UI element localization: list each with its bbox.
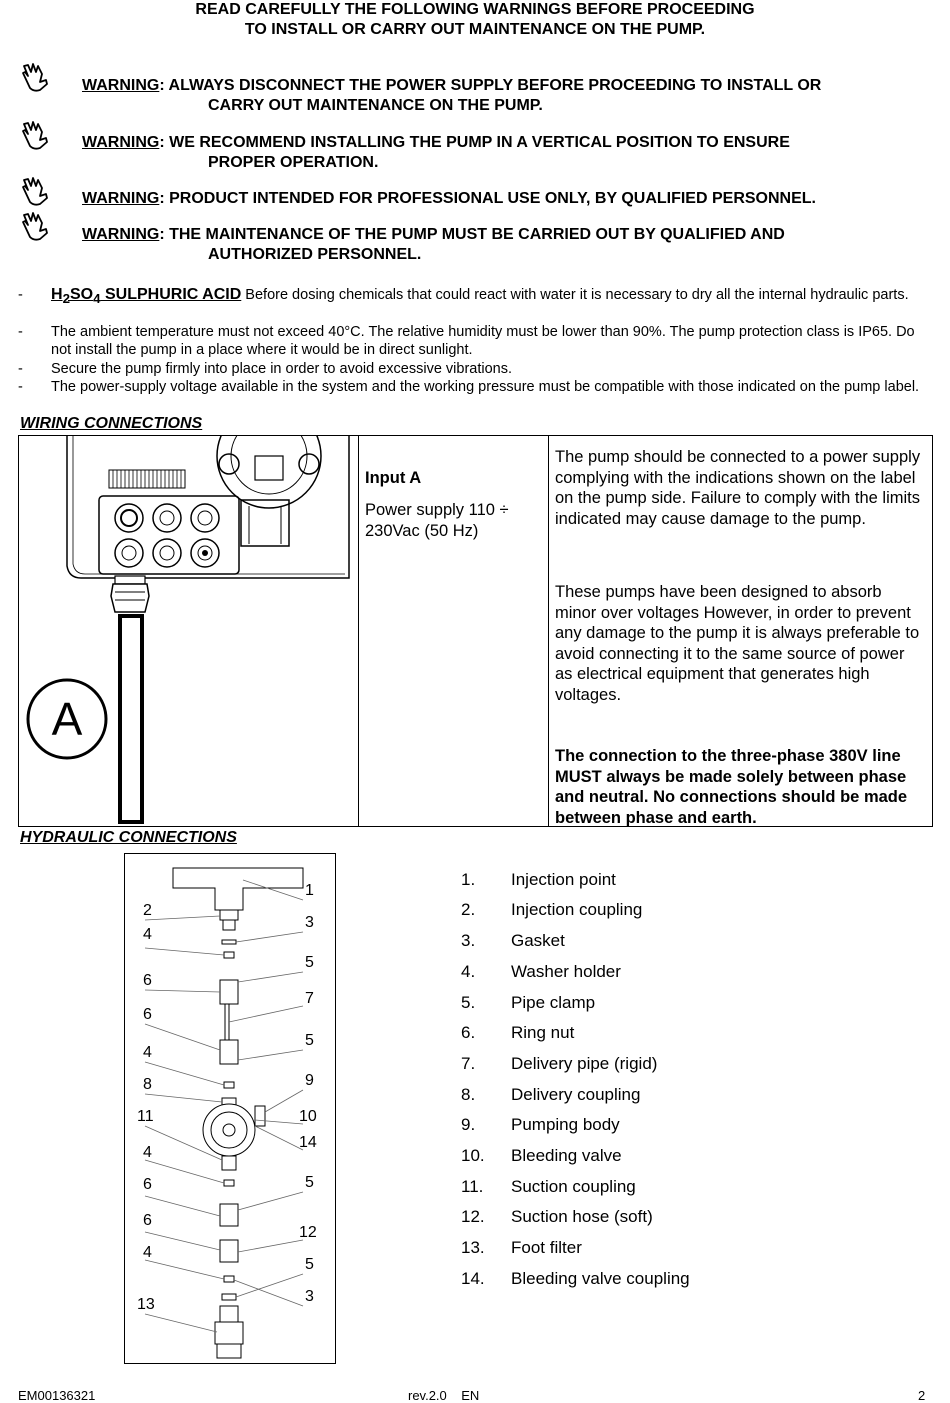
- part-label: Washer holder: [511, 962, 621, 981]
- acid-so: SO: [69, 286, 94, 303]
- callout: 7: [305, 990, 314, 1007]
- part-item: [461, 1146, 622, 1166]
- connector-a-label: A: [51, 693, 83, 745]
- part-item: [461, 1054, 657, 1074]
- footer-page-number: 2: [918, 1388, 926, 1403]
- callout: 3: [305, 914, 314, 931]
- warning-label: WARNING: [82, 226, 160, 243]
- page-title-line-1: READ CAREFULLY THE FOLLOWING WARNINGS BEFORE PROCEEDING: [195, 1, 755, 18]
- bullet-dash: -: [18, 361, 23, 377]
- bullet-text: The power-supply voltage available in the system and the working pressure must be compatible with those indicated on the pump label.: [51, 379, 920, 395]
- part-label: Ring nut: [511, 1023, 575, 1042]
- hydraulic-diagram: [124, 853, 336, 1364]
- wiring-para-1: The pump should be connected to a power supply complying with the indications shown on the label on the pump side. Failure to comply with the limits indicated may cause damage to the pump.: [555, 448, 921, 528]
- part-item: [461, 870, 616, 890]
- hydraulic-connections-title: HYDRAULIC CONNECTIONS: [20, 829, 237, 846]
- part-number: 8.: [461, 1085, 476, 1104]
- acid-sub2: 4: [93, 291, 101, 307]
- wiring-para-2: These pumps have been designed to absorb minor over voltages However, in order to prevent any damage to the pump it is always preferable to avoid connecting it to the same source of power as electrical equipment that generates high voltages.: [555, 583, 920, 704]
- callout: 5: [305, 954, 314, 971]
- callout: 5: [305, 1032, 314, 1049]
- warning-4: [82, 225, 928, 265]
- callout: 2: [143, 902, 152, 919]
- callout: 6: [143, 1006, 152, 1023]
- warning-text-cont: AUTHORIZED PERSONNEL.: [208, 246, 422, 263]
- part-number: 1.: [461, 870, 476, 889]
- part-label: Suction hose (soft): [511, 1207, 653, 1226]
- callout: 4: [143, 1144, 152, 1161]
- part-item: [461, 1269, 690, 1289]
- wiring-para-3: The connection to the three-phase 380V line MUST always be made solely between phase and neutral. No connections should be made between phase and earth.: [555, 747, 908, 827]
- part-label: Pipe clamp: [511, 993, 596, 1012]
- callout: 4: [143, 1244, 152, 1261]
- bullet-voltage: [18, 378, 928, 396]
- table-divider: [358, 436, 359, 826]
- part-number: 11.: [461, 1177, 484, 1196]
- warning-hand-icon: [20, 120, 50, 152]
- page-title-line-2: TO INSTALL OR CARRY OUT MAINTENANCE ON THE PUMP.: [244, 21, 706, 38]
- warning-text: : ALWAYS DISCONNECT THE POWER SUPPLY BEFORE PROCEEDING TO INSTALL OR: [159, 77, 822, 94]
- callout: 6: [143, 972, 152, 989]
- callout: 4: [143, 926, 152, 943]
- callout: 10: [299, 1108, 317, 1125]
- part-number: 2.: [461, 900, 476, 919]
- callout: 12: [299, 1224, 317, 1241]
- acid-sub1: 2: [62, 291, 70, 307]
- part-number: 9.: [461, 1115, 476, 1134]
- part-label: Delivery coupling: [511, 1085, 641, 1104]
- warning-label: WARNING: [82, 190, 160, 207]
- callout: 6: [143, 1212, 152, 1229]
- part-label: Gasket: [511, 931, 565, 950]
- part-item: [461, 1115, 620, 1135]
- warning-hand-icon: [20, 176, 50, 208]
- callout: 1: [305, 882, 314, 899]
- part-number: 3.: [461, 931, 476, 950]
- callout: 5: [305, 1174, 314, 1191]
- part-label: Pumping body: [511, 1115, 620, 1134]
- part-number: 6.: [461, 1023, 476, 1042]
- wiring-table: [18, 435, 933, 827]
- part-item: [461, 1023, 574, 1043]
- callout: 4: [143, 1044, 152, 1061]
- part-number: 7.: [461, 1054, 476, 1073]
- part-label: Injection point: [511, 870, 616, 889]
- acid-text: Before dosing chemicals that could react with water it is necessary to dry all the internal hydraulic parts.: [241, 287, 909, 303]
- part-item: [461, 1085, 640, 1105]
- warning-label: WARNING: [82, 134, 160, 151]
- footer-doc-id: EM00136321: [18, 1388, 96, 1403]
- warning-label: WARNING: [82, 77, 160, 94]
- part-number: 14.: [461, 1269, 485, 1288]
- part-item: [461, 900, 642, 920]
- part-number: 12.: [461, 1207, 485, 1226]
- warning-text: : WE RECOMMEND INSTALLING THE PUMP IN A VERTICAL POSITION TO ENSURE: [159, 134, 790, 151]
- callout: 3: [305, 1288, 314, 1305]
- part-label: Bleeding valve: [511, 1146, 622, 1165]
- part-label: Foot filter: [511, 1238, 582, 1257]
- bullet-dash: -: [18, 379, 23, 395]
- wiring-connections-title: WIRING CONNECTIONS: [20, 415, 203, 432]
- part-number: 4.: [461, 962, 476, 981]
- bullet-text: Secure the pump firmly into place in order to avoid excessive vibrations.: [51, 361, 512, 377]
- part-item: [461, 931, 565, 951]
- part-item: [461, 1207, 653, 1227]
- callout: 11: [137, 1108, 154, 1125]
- part-item: [461, 1177, 636, 1197]
- part-label: Delivery pipe (rigid): [511, 1054, 658, 1073]
- callout: 5: [305, 1256, 314, 1273]
- table-divider: [548, 436, 549, 826]
- warning-text: : THE MAINTENANCE OF THE PUMP MUST BE CARRIED OUT BY QUALIFIED AND: [159, 226, 785, 243]
- part-number: 10.: [461, 1146, 485, 1165]
- acid-name: SULPHURIC ACID: [100, 286, 242, 303]
- warning-1: [82, 76, 928, 116]
- bullet-secure: [18, 360, 928, 378]
- part-item: [461, 962, 621, 982]
- warning-text-cont: CARRY OUT MAINTENANCE ON THE PUMP.: [208, 97, 543, 114]
- pump-wiring-illustration: [19, 436, 357, 826]
- warning-text: : PRODUCT INTENDED FOR PROFESSIONAL USE ONLY, BY QUALIFIED PERSONNEL.: [159, 190, 816, 207]
- callout: 8: [143, 1076, 152, 1093]
- part-label: Suction coupling: [511, 1177, 636, 1196]
- callout: 6: [143, 1176, 152, 1193]
- callout: 9: [305, 1072, 314, 1089]
- bullet-dash: -: [18, 287, 23, 303]
- part-label: Bleeding valve coupling: [511, 1269, 690, 1288]
- callout: 14: [299, 1134, 317, 1151]
- footer-revision: rev.2.0 EN: [408, 1388, 480, 1403]
- part-item: [461, 993, 595, 1013]
- warning-text-cont: PROPER OPERATION.: [208, 154, 379, 171]
- warning-3: [82, 189, 928, 209]
- power-supply-spec: Power supply 110 ÷ 230Vac (50 Hz): [365, 501, 509, 540]
- part-number: 5.: [461, 993, 476, 1012]
- part-number: 13.: [461, 1238, 485, 1257]
- part-item: [461, 1238, 582, 1258]
- bullet-dash: -: [18, 324, 23, 340]
- bullet-sulphuric-acid: [18, 286, 928, 308]
- callout: 13: [137, 1296, 155, 1313]
- bullet-ambient: [18, 323, 928, 359]
- warning-2: [82, 133, 928, 173]
- input-a-label: Input A: [365, 469, 422, 487]
- warning-hand-icon: [20, 62, 50, 94]
- acid-h: H: [51, 286, 63, 303]
- part-label: Injection coupling: [511, 900, 643, 919]
- acid-formula: [51, 286, 242, 307]
- warning-hand-icon: [20, 211, 50, 243]
- bullet-text: The ambient temperature must not exceed 40°C. The relative humidity must be lower than 90%. The pump protection class is IP65. Do not install the pump in a place where it would be in direct sunlight.: [51, 324, 915, 358]
